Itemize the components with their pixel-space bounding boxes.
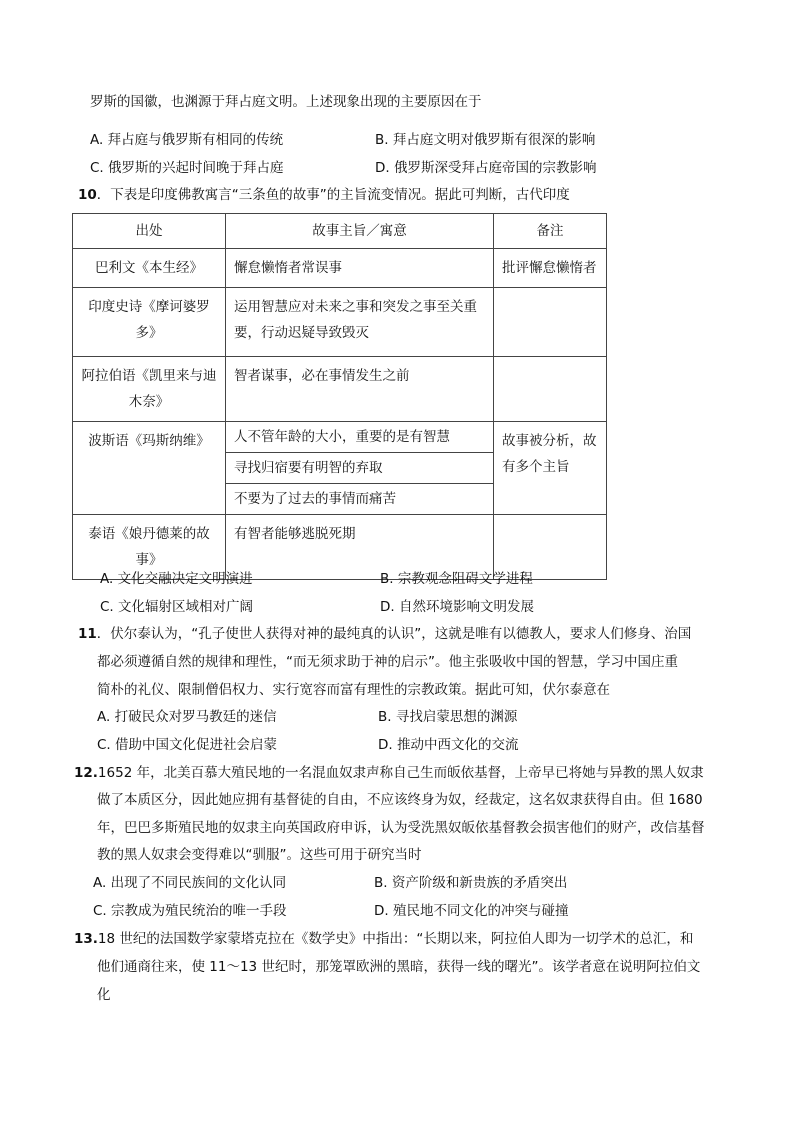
q12-option-b: B. 资产阶级和新贵族的矛盾突出 [374,875,568,891]
theme-cell: 有智者能够逃脱死期 [226,515,494,580]
note-cell: 故事被分析，故有多个主旨 [494,422,607,515]
q9-stem-continuation: 罗斯的国徽，也渊源于拜占庭文明。上述现象出现的主要原因在于 [90,94,482,110]
source-cell: 巴利文《本生经》 [73,249,226,288]
q9-option-a: A. 拜占庭与俄罗斯有相同的传统 [90,132,284,148]
note-cell [494,357,607,422]
q12-stem-text: 1652 年，北美百慕大殖民地的一名混血奴隶声称自己生而皈依基督，上帝早已将她与异教的黑人奴隶 [97,765,704,781]
source-cell: 阿拉伯语《凯里来与迪木奈》 [73,357,226,422]
q12-option-a: A. 出现了不同民族间的文化认同 [93,875,287,891]
q11-stem-line-2: 都必须遵循自然的规律和理性，“而无须求助于神的启示”。他主张吸收中国的智慧，学习中国庄重 [97,654,678,670]
q10-option-d: D. 自然环境影响文明发展 [380,599,534,615]
header-theme: 故事主旨／寓意 [226,214,494,249]
q9-option-c: C. 俄罗斯的兴起时间晚于拜占庭 [90,160,284,176]
q13-stem-line-3: 化 [97,987,111,1003]
q12-stem-line-4: 教的黑人奴隶会变得难以“驯服”。这些可用于研究当时 [97,847,422,863]
theme-cell [226,422,494,515]
q12-stem-line-1 [74,763,704,783]
q12-option-c: C. 宗教成为殖民统治的唯一手段 [93,903,287,919]
q13-stem-line-1 [74,929,693,949]
note-cell [494,288,607,357]
q10-stem-text: ．下表是印度佛教寓言“三条鱼的故事”的主旨流变情况。据此可判断，古代印度 [96,187,570,203]
q13-stem-text: 18 世纪的法国数学家蒙塔克拉在《数学史》中指出：“长期以来，阿拉伯人即为一切学术的总汇，和 [97,931,694,947]
table-row [73,249,607,288]
theme-line: 寻找归宿要有明智的弃取 [226,452,493,483]
theme-cell: 懈怠懒惰者常误事 [226,249,494,288]
theme-cell: 运用智慧应对未来之事和突发之事至关重要，行动迟疑导致毁灭 [226,288,494,357]
header-note: 备注 [494,214,607,249]
q10-stem [78,185,570,205]
q13-number: 13. [74,931,98,947]
q12-stem-line-2: 做了本质区分，因此她应拥有基督徒的自由，不应该终身为奴，经裁定，这名奴隶获得自由。但 1680 [97,792,703,808]
q11-stem-line-1 [78,624,691,644]
q10-table [72,213,607,580]
q12-number: 12. [74,765,98,781]
table-row [73,357,607,422]
theme-line: 人不管年龄的大小，重要的是有智慧 [234,429,450,445]
theme-line: 不要为了过去的事情而痛苦 [226,483,493,514]
q13-stem-line-2: 他们通商往来，使 11～13 世纪时，那笼罩欧洲的黑暗，获得一线的曙光”。该学者意在说明阿拉伯文 [97,959,701,975]
q10-number: 10 [78,187,97,203]
q11-option-b: B. 寻找启蒙思想的渊源 [378,709,518,725]
q12-option-d: D. 殖民地不同文化的冲突与碰撞 [374,903,569,919]
q11-number: 11 [78,626,97,642]
q10-option-c: C. 文化辐射区域相对广阔 [100,599,254,615]
q9-option-b: B. 拜占庭文明对俄罗斯有很深的影响 [375,132,596,148]
note-cell: 批评懈怠懒惰者 [494,249,607,288]
table-row [73,422,607,515]
q11-option-c: C. 借助中国文化促进社会启蒙 [97,737,278,753]
source-cell: 印度史诗《摩诃婆罗多》 [73,288,226,357]
q10-option-a: A. 文化交融决定文明演进 [100,571,253,587]
source-cell: 泰语《娘丹德莱的故事》 [73,515,226,580]
table-row [73,288,607,357]
source-cell: 波斯语《玛斯纳维》 [73,422,226,515]
q11-stem-line-3: 简朴的礼仪、限制僧侣权力、实行宽容而富有理性的宗教政策。据此可知，伏尔泰意在 [97,682,610,698]
q11-option-a: A. 打破民众对罗马教廷的迷信 [97,709,277,725]
theme-cell: 智者谋事，必在事情发生之前 [226,357,494,422]
q10-option-b: B. 宗教观念阻碍文学进程 [380,571,533,587]
q11-stem-text: ．伏尔泰认为，“孔子使世人获得对神的最纯真的认识”，这就是唯有以德教人，要求人们修身、治国 [96,626,692,642]
header-source: 出处 [73,214,226,249]
table-header-row [73,214,607,249]
q9-option-d: D. 俄罗斯深受拜占庭帝国的宗教影响 [375,160,597,176]
q12-stem-line-3: 年，巴巴多斯殖民地的奴隶主向英国政府申诉，认为受洗黑奴皈依基督教会损害他们的财产，改信基督 [97,820,705,836]
q11-option-d: D. 推动中西文化的交流 [378,737,519,753]
